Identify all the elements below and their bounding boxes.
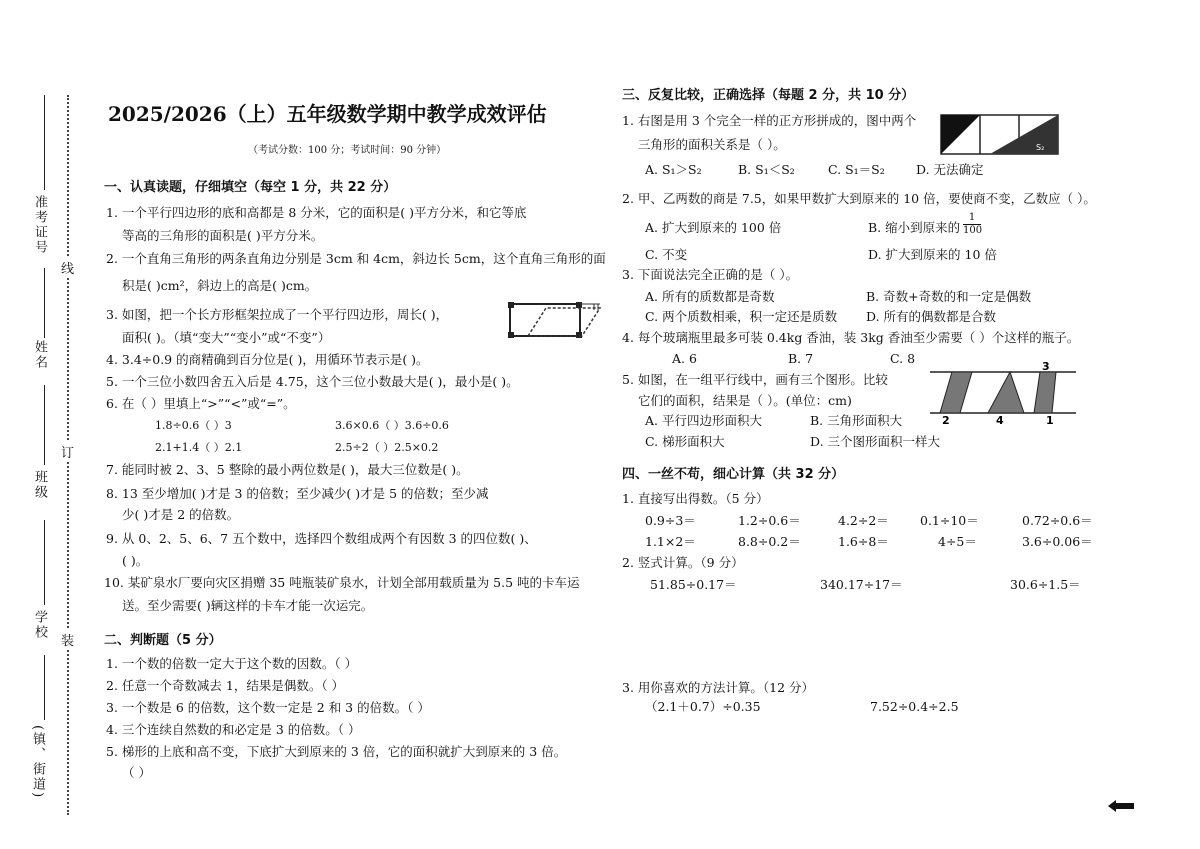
s1-q3-line2: 面积( )。（填“变大”“变小”或“不变”） [122, 330, 331, 345]
town-street-label: (镇、街道) [30, 725, 45, 800]
s1-q8-line1: 8. 13 至少增加( )才是 3 的倍数；至少减少( )才是 5 的倍数；至少减 [106, 486, 489, 501]
s1-q1-line1: 1. 一个平行四边形的底和高都是 8 分米，它的面积是( )平方分米，和它等底 [106, 205, 527, 220]
s4-p2-item3: 30.6÷1.5＝ [1010, 577, 1081, 592]
s2-item5-blank: （ ） [122, 765, 151, 780]
s4-p1-r1-c5: 0.72÷0.6＝ [1022, 513, 1093, 528]
s2-item4: 4. 三个连续自然数的和必定是 3 的倍数。（ ） [106, 722, 361, 737]
s4-p2: 2. 竖式计算。（9 分） [622, 555, 744, 570]
fig-label-3: 3 [1042, 360, 1050, 373]
s3-q2-opt-b: B. 缩小到原来的 [868, 220, 961, 235]
exam-info-subtitle: （考试分数：100 分；考试时间：90 分钟） [248, 145, 447, 156]
s1-q1-line2: 等高的三角形的面积是( )平方分米。 [122, 228, 324, 243]
s4-p3-item1: （2.1＋0.7）÷0.35 [645, 699, 761, 714]
s1-q6-item1: 1.8÷0.6（ ）3 [155, 419, 232, 432]
s3-q1-line1: 1. 右图是用 3 个完全一样的正方形拼成的，图中两个 [622, 113, 917, 128]
s1-q6-item3: 2.1+1.4（ ）2.1 [155, 441, 243, 454]
binding-line-top [44, 95, 45, 190]
s3-q3-opt-c: C. 两个质数相乘，积一定还是质数 [645, 309, 838, 324]
section2-heading: 二、判断题（5 分） [104, 633, 222, 648]
s1-q9-line1: 9. 从 0、2、5、6、7 五个数中，选择四个数组成两个有因数 3 的四位数( )、 [106, 531, 537, 546]
s3-q2-opt-d: D. 扩大到原来的 10 倍 [868, 247, 997, 262]
s3-q5-opt-d: D. 三个图形面积一样大 [810, 434, 941, 449]
s1-q6: 6. 在（ ）里填上“>”“<”或“=”。 [106, 396, 296, 411]
s1-fig-label: S₁ [950, 143, 959, 152]
s3-q4-opt-b: B. 7 [788, 351, 814, 366]
s2-fig-label: S₂ [1036, 143, 1045, 152]
s1-q8-line2: 少( )才是 2 的倍数。 [122, 507, 240, 522]
s2-item5: 5. 梯形的上底和高不变，下底扩大到原来的 3 倍，它的面积就扩大到原来的 3 倍。 [106, 744, 567, 759]
parallel-lines-figure [928, 360, 1078, 426]
fig-label-4: 4 [996, 414, 1004, 427]
s3-q5-opt-b: B. 三角形面积大 [810, 413, 903, 428]
s3-q2: 2. 甲、乙两数的商是 7.5，如果甲数扩大到原来的 10 倍，要使商不变，乙数应（ ）。 [622, 191, 1096, 206]
s3-q5-line2: 它们的面积，结果是（ ）。(单位：cm) [638, 393, 852, 408]
s3-q5-opt-c: C. 梯形面积大 [645, 434, 725, 449]
s4-p1-r1-c4: 0.1÷10＝ [920, 513, 979, 528]
s4-p1-r1-c1: 0.9÷3＝ [645, 513, 696, 528]
section3-heading: 三、反复比较，正确选择（每题 2 分，共 10 分） [622, 88, 915, 103]
s3-q5-opt-a: A. 平行四边形面积大 [645, 413, 762, 428]
s3-q1-opt-c: C. S₁＝S₂ [828, 162, 885, 177]
s1-q3-line1: 3. 如图，把一个长方形框架拉成了一个平行四边形，周长( )， [106, 307, 449, 322]
turn-page-arrow-icon [1108, 800, 1134, 812]
binding-line-4 [44, 520, 45, 605]
fraction-one-hundredth [963, 212, 981, 237]
s3-q2-opt-a: A. 扩大到原来的 100 倍 [645, 220, 782, 235]
s1-q6-item4: 2.5÷2（ ）2.5×0.2 [335, 441, 439, 454]
s1-q9-line2: ( )。 [122, 553, 149, 568]
s3-q1-line2: 三角形的面积关系是（ ）。 [638, 137, 786, 152]
s2-item2: 2. 任意一个奇数减去 1，结果是偶数。（ ） [106, 678, 345, 693]
s4-p3: 3. 用你喜欢的方法计算。（12 分） [622, 680, 815, 695]
admission-number-label: 准考证号 [32, 195, 47, 255]
s3-q1-opt-b: B. S₁＜S₂ [738, 162, 795, 177]
class-label: 班级 [32, 470, 47, 500]
s4-p1-r2-c3: 1.6÷8＝ [838, 534, 889, 549]
s3-q5-line1: 5. 如图，在一组平行线中，画有三个图形。比较 [622, 372, 888, 387]
fig-label-2: 2 [942, 414, 950, 427]
section1-heading: 一、认真读题，仔细填空（每空 1 分，共 22 分） [104, 180, 397, 195]
s1-q5: 5. 一个三位小数四舍五入后是 4.75，这个三位小数最大是( )，最小是( )。 [106, 374, 519, 389]
s4-p1-r1-c2: 1.2÷0.6＝ [738, 513, 801, 528]
binding-char-zhuang: 装 [61, 630, 74, 649]
s1-q10-line1: 10. 某矿泉水厂要向灾区捐赠 35 吨瓶装矿泉水，计划全部用载质量为 5.5 吨的卡车运 [104, 575, 580, 590]
s4-p1-r2-c1: 1.1×2＝ [645, 534, 696, 549]
s4-p2-item2: 340.17÷17＝ [820, 577, 903, 592]
section4-heading: 四、一丝不苟，细心计算（共 32 分） [622, 467, 845, 482]
s1-q4: 4. 3.4÷0.9 的商精确到百分位是( )，用循环节表示是( )。 [106, 352, 429, 367]
s3-q1-opt-a: A. S₁＞S₂ [645, 162, 702, 177]
fraction-numerator: 1 [963, 212, 981, 225]
s4-p3-item2: 7.52÷0.4÷2.5 [870, 699, 959, 714]
fig-label-1: 1 [1046, 414, 1054, 427]
s4-p1-r2-c2: 8.8÷0.2＝ [738, 534, 801, 549]
s4-p1-r2-c4: 4÷5＝ [938, 534, 977, 549]
s3-q3-opt-b: B. 奇数+奇数的和一定是偶数 [866, 289, 1032, 304]
s1-q10-line2: 送。至少需要( )辆这样的卡车才能一次运完。 [122, 598, 374, 613]
binding-char-ding: 订 [61, 442, 74, 461]
s4-p1-r1-c3: 4.2÷2＝ [838, 513, 889, 528]
s3-q3-opt-d: D. 所有的偶数都是合数 [866, 309, 997, 324]
binding-line-2 [44, 268, 45, 338]
s3-q3: 3. 下面说法完全正确的是（ ）。 [622, 267, 799, 282]
s4-p2-item1: 51.85÷0.17＝ [650, 577, 737, 592]
s2-item1: 1. 一个数的倍数一定大于这个数的因数。（ ） [106, 656, 358, 671]
s1-q6-item2: 3.6×0.6（ ）3.6÷0.6 [335, 419, 449, 432]
s1-q2-line2: 积是( )cm²，斜边上的高是( )cm。 [122, 278, 318, 293]
three-squares-figure [940, 114, 1060, 156]
rectangle-frame-figure [508, 300, 603, 342]
s2-item3: 3. 一个数是 6 的倍数，这个数一定是 2 和 3 的倍数。（ ） [106, 700, 430, 715]
binding-char-xian: 线 [61, 258, 74, 277]
s3-q1-opt-d: D. 无法确定 [916, 162, 984, 177]
s4-p1: 1. 直接写出得数。（5 分） [622, 491, 769, 506]
fraction-denominator: 100 [963, 225, 983, 236]
s3-q3-opt-a: A. 所有的质数都是奇数 [645, 289, 775, 304]
s1-q7: 7. 能同时被 2、3、5 整除的最小两位数是( )，最大三位数是( )。 [106, 462, 469, 477]
name-label: 姓名 [32, 340, 47, 370]
s3-q4-opt-c: C. 8 [890, 351, 916, 366]
binding-line-5 [44, 655, 45, 720]
s3-q4-opt-a: A. 6 [672, 351, 697, 366]
s3-q2-opt-c: C. 不变 [645, 247, 688, 262]
s4-p1-r2-c5: 3.6÷0.06＝ [1022, 534, 1093, 549]
page-title: 2025/2026（上）五年级数学期中教学成效评估 [108, 102, 547, 126]
school-label: 学校 [32, 610, 47, 640]
s1-q2-line1: 2. 一个直角三角形的两条直角边分别是 3cm 和 4cm，斜边长 5cm，这个直角三角形的面 [106, 251, 606, 266]
s3-q4: 4. 每个玻璃瓶里最多可装 0.4kg 香油，装 3kg 香油至少需要（ ）个这样的瓶子。 [622, 330, 1080, 345]
binding-line-3 [44, 385, 45, 465]
